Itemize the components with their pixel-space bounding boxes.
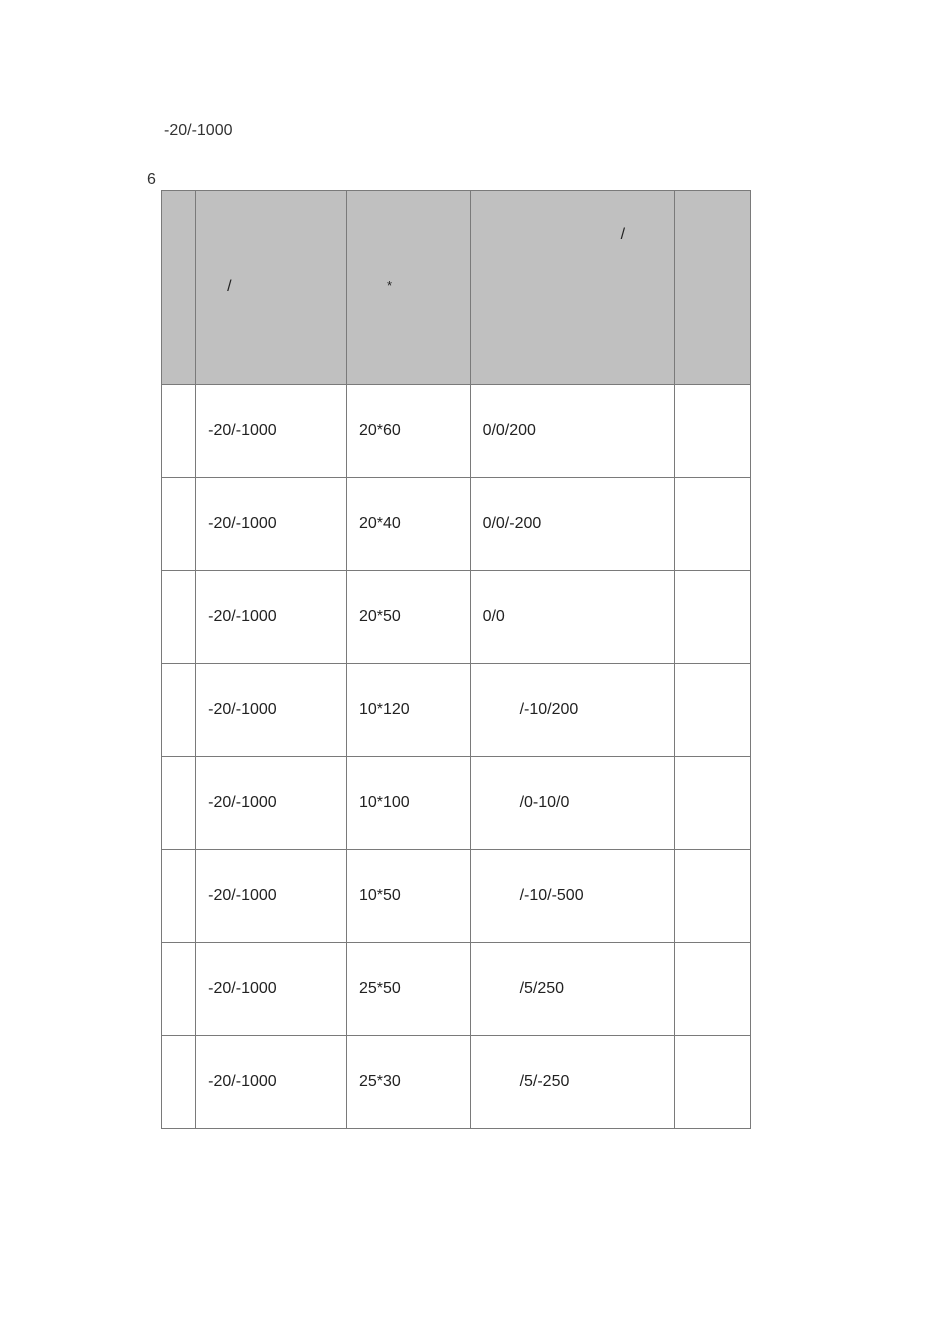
table-row [162,664,751,757]
row-size-cell: 10*120 [346,664,470,757]
row-range-cell: -20/-1000 [196,664,347,757]
row-extra-cell [674,757,750,850]
row-extra-cell [674,850,750,943]
table-row [162,943,751,1036]
header-cell-index [162,191,196,385]
intro-text: -20/-1000 [164,122,233,139]
row-size-cell: 20*40 [346,478,470,571]
row-size-cell: 10*100 [346,757,470,850]
row-value-cell: 0/0/-200 [470,478,674,571]
row-value-cell: /5/-250 [470,1036,674,1129]
table-number: 6 [147,171,156,188]
row-index-cell [162,664,196,757]
row-range-cell: -20/-1000 [196,1036,347,1129]
row-value-cell: /-10/200 [470,664,674,757]
data-table [161,190,751,1129]
row-index-cell [162,757,196,850]
row-range-cell: -20/-1000 [196,385,347,478]
row-index-cell [162,385,196,478]
table-row [162,1036,751,1129]
row-index-cell [162,571,196,664]
row-size-cell: 20*60 [346,385,470,478]
row-range-cell: -20/-1000 [196,757,347,850]
row-value-cell: /5/250 [470,943,674,1036]
header-cell-3 [470,191,674,385]
row-size-cell: 25*50 [346,943,470,1036]
row-extra-cell [674,385,750,478]
row-extra-cell [674,664,750,757]
header-label-3: / [620,226,626,243]
table-row [162,478,751,571]
table-row [162,385,751,478]
row-value-cell: 0/0 [470,571,674,664]
row-extra-cell [674,943,750,1036]
row-extra-cell [674,571,750,664]
row-size-cell: 10*50 [346,850,470,943]
header-label-2: * [386,278,392,293]
row-value-cell: /-10/-500 [470,850,674,943]
row-range-cell: -20/-1000 [196,571,347,664]
table-row [162,757,751,850]
row-range-cell: -20/-1000 [196,478,347,571]
row-value-cell: 0/0/200 [470,385,674,478]
table-header-row [162,191,751,385]
row-index-cell [162,1036,196,1129]
header-cell-2 [346,191,470,385]
row-size-cell: 20*50 [346,571,470,664]
table-row [162,571,751,664]
row-range-cell: -20/-1000 [196,943,347,1036]
row-range-cell: -20/-1000 [196,850,347,943]
row-index-cell [162,478,196,571]
row-index-cell [162,850,196,943]
row-extra-cell [674,478,750,571]
header-cell-1 [196,191,347,385]
row-index-cell [162,943,196,1036]
row-size-cell: 25*30 [346,1036,470,1129]
row-value-cell: /0-10/0 [470,757,674,850]
table-row [162,850,751,943]
row-extra-cell [674,1036,750,1129]
header-cell-4 [674,191,750,385]
header-label-1: / [227,278,232,295]
